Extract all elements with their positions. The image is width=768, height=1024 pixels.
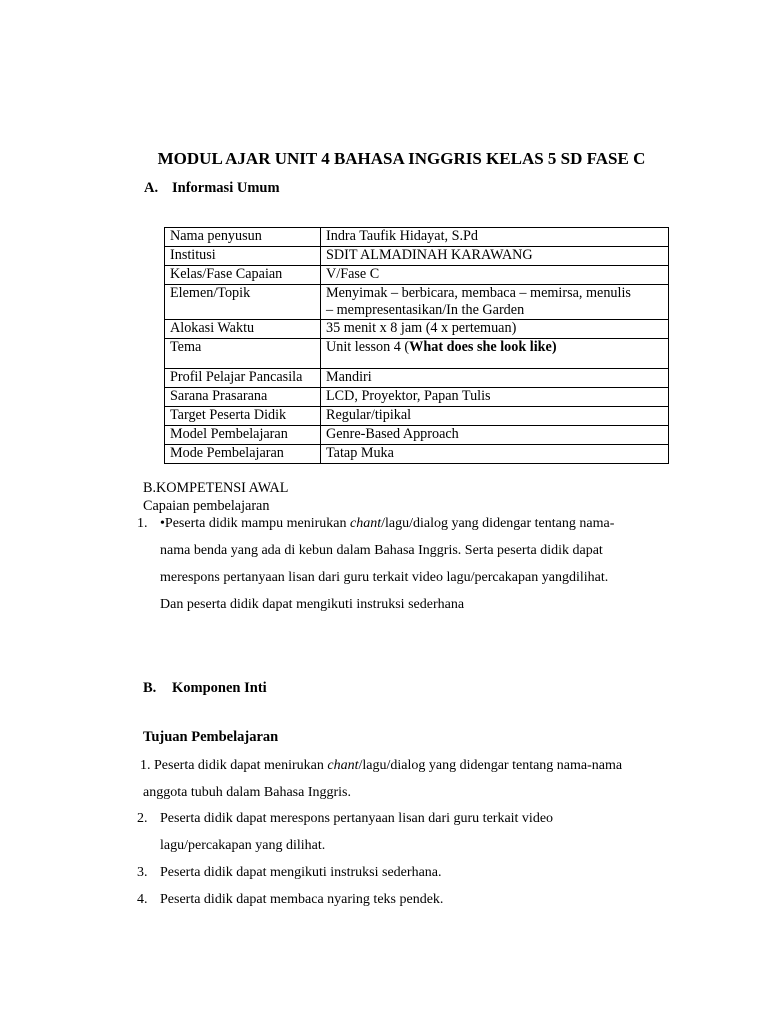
tujuan-item-text: Peserta didik dapat membaca nyaring teks pendek.: [160, 892, 444, 907]
table-row: [165, 369, 669, 388]
tujuan-item-text: Peserta didik dapat merespons pertanyaan lisan dari guru terkait video: [160, 811, 554, 826]
row-value-line: Menyimak – berbicara, membaca – memirsa, menulis: [326, 285, 631, 301]
table-row: [165, 266, 669, 285]
row-label: Model Pembelajaran: [165, 426, 321, 445]
row-value: Indra Taufik Hidayat, S.Pd: [321, 228, 669, 247]
capaian-line-1: [160, 516, 614, 532]
tujuan-item-text: Peserta didik dapat mengikuti instruksi sederhana.: [160, 865, 442, 880]
text-run: /lagu/dialog yang didengar tentang nama-: [381, 516, 615, 531]
italic-text: chant: [327, 758, 359, 773]
bullet-icon: •: [160, 516, 165, 531]
table-row: [165, 339, 669, 369]
tema-bold-text: What does she look like): [409, 339, 557, 355]
row-label: Target Peserta Didik: [165, 407, 321, 426]
capaian-subheading: Capaian pembelajaran: [143, 498, 270, 514]
tujuan-item-1-line-2: anggota tubuh dalam Bahasa Inggris.: [143, 785, 352, 800]
row-value: Mandiri: [321, 369, 669, 388]
italic-text: chant: [349, 516, 382, 531]
capaian-line-3: merespons pertanyaan lisan dari guru terkait video lagu/percakapan yangdilihat.: [160, 570, 609, 585]
tema-text: Unit lesson 4 (: [326, 339, 410, 355]
row-label: Tema: [165, 339, 321, 369]
text-run: 1. Peserta didik dapat menirukan: [140, 758, 328, 773]
row-label: Kelas/Fase Capaian: [165, 266, 321, 285]
row-label: Institusi: [165, 247, 321, 266]
tujuan-item-text-line-2: lagu/percakapan yang dilihat.: [160, 838, 326, 853]
row-value: [321, 285, 669, 320]
tujuan-item-1: [140, 758, 622, 774]
text-run: /lagu/dialog yang didengar tentang nama-nama: [358, 758, 623, 773]
row-value: LCD, Proyektor, Papan Tulis: [321, 388, 669, 407]
section-b-title: Komponen Inti: [172, 680, 267, 696]
section-b-number: B.: [143, 680, 157, 696]
table-row: [165, 426, 669, 445]
tujuan-heading: Tujuan Pembelajaran: [143, 729, 279, 745]
row-value: Regular/tipikal: [321, 407, 669, 426]
table-row: [165, 228, 669, 247]
info-table: [164, 227, 669, 464]
row-label: Alokasi Waktu: [165, 320, 321, 339]
tujuan-item-number: 4.: [137, 892, 148, 907]
row-value: Tatap Muka: [321, 445, 669, 464]
row-value: V/Fase C: [321, 266, 669, 285]
document-title: MODUL AJAR UNIT 4 BAHASA INGGRIS KELAS 5 SD FASE C: [157, 149, 646, 168]
table-row: [165, 320, 669, 339]
row-label: Mode Pembelajaran: [165, 445, 321, 464]
table-row: [165, 285, 669, 320]
table-row: [165, 407, 669, 426]
capaian-line-4: Dan peserta didik dapat mengikuti instruksi sederhana: [160, 597, 465, 612]
row-value: SDIT ALMADINAH KARAWANG: [321, 247, 669, 266]
tujuan-item-number: 2.: [137, 811, 148, 826]
section-a-number: A.: [144, 180, 159, 196]
kompetensi-heading: B.KOMPETENSI AWAL: [143, 480, 289, 496]
row-label: Nama penyusun: [165, 228, 321, 247]
row-value-line: – mempresentasikan/In the Garden: [326, 302, 525, 318]
capaian-item-number: 1.: [137, 516, 148, 531]
text-run: Peserta didik mampu menirukan: [164, 516, 350, 531]
table-row: [165, 445, 669, 464]
row-value: 35 menit x 8 jam (4 x pertemuan): [321, 320, 669, 339]
row-label: Sarana Prasarana: [165, 388, 321, 407]
row-value: Genre-Based Approach: [321, 426, 669, 445]
row-label: Profil Pelajar Pancasila: [165, 369, 321, 388]
table-row: [165, 247, 669, 266]
table-row: [165, 388, 669, 407]
row-label: Elemen/Topik: [165, 285, 321, 320]
capaian-line-2: nama benda yang ada di kebun dalam Bahasa Inggris. Serta peserta didik dapat: [160, 543, 603, 558]
row-value: [321, 339, 669, 369]
tujuan-item-number: 3.: [137, 865, 148, 880]
section-a-title: Informasi Umum: [172, 180, 280, 196]
